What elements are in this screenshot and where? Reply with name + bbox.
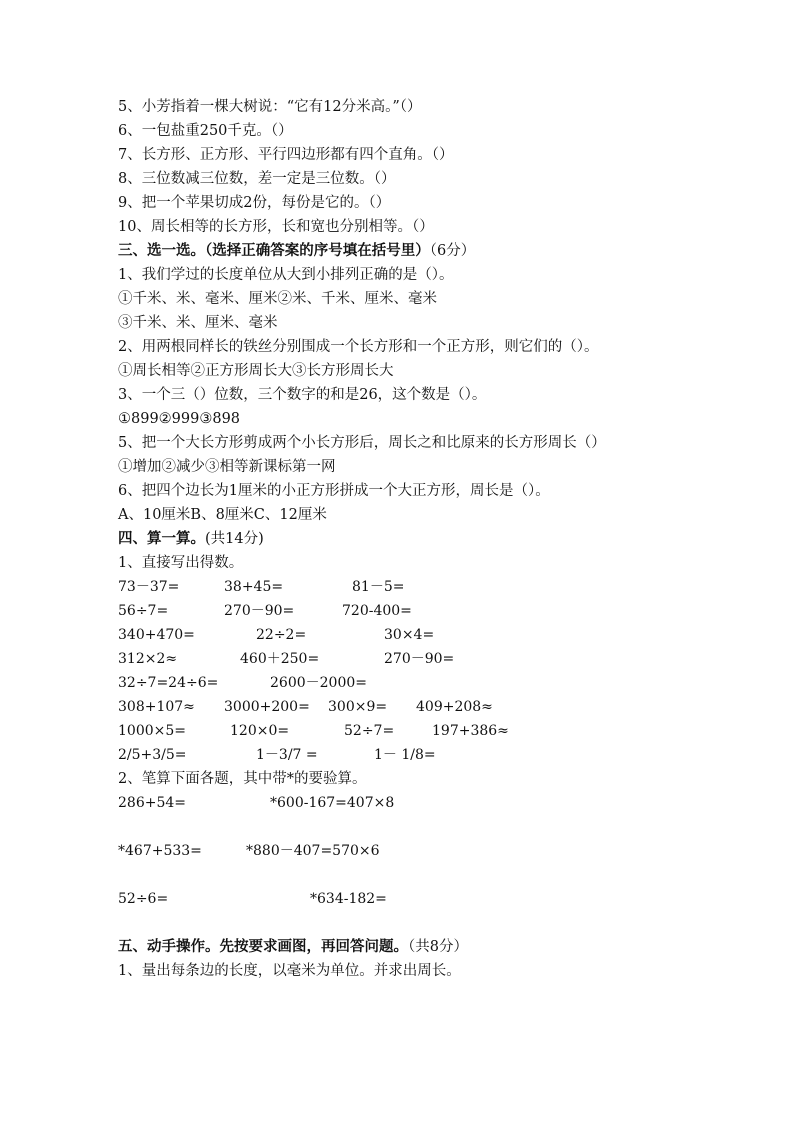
- choice-line: 6、把四个边长为1厘米的小正方形拼成一个大正方形，周长是（）。: [118, 483, 550, 499]
- section-4-score: (共14分): [205, 531, 264, 547]
- calc-item: 81－5=: [352, 579, 405, 595]
- answer-space: [118, 911, 718, 935]
- calc-item: 52÷7=: [344, 723, 395, 739]
- calc-item: 1000×5=: [118, 723, 186, 739]
- section-5-heading: [118, 935, 718, 959]
- written-calc-item: 286+54=: [118, 795, 186, 811]
- choice-line: ①899②999③898: [118, 411, 241, 427]
- written-calc-item: *634-182=: [310, 891, 387, 907]
- calc-row: [118, 647, 718, 671]
- choice-section: [118, 239, 718, 527]
- answer-space: [118, 863, 718, 887]
- choice-line: 5、把一个大长方形剪成两个小长方形后，周长之和比原来的长方形周长（）: [118, 435, 606, 451]
- section-3-score: （6分）: [429, 243, 476, 259]
- calc-row: [118, 599, 718, 623]
- calc-item: 3000+200=: [224, 699, 310, 715]
- section-4-heading: [118, 527, 718, 551]
- written-calc-row: [118, 791, 718, 815]
- answer-space: [118, 815, 718, 839]
- measure-instruction: 1、量出每条边的长度，以毫米为单位。并求出周长。: [118, 963, 461, 979]
- choice-line: ③千米、米、厘米、毫米: [118, 315, 278, 331]
- calc-item: 22÷2=: [256, 627, 307, 643]
- written-calc-row: [118, 839, 718, 863]
- drawing-section: [118, 935, 718, 983]
- calc-item: 73－37=: [118, 579, 180, 595]
- calc-item: 300×9=: [328, 699, 388, 715]
- judge-section: [118, 95, 718, 239]
- calc-item: 1－ 1/8=: [374, 747, 436, 763]
- calc-item: 38+45=: [224, 579, 284, 595]
- calc-item: 720-400=: [342, 603, 412, 619]
- worksheet-page: [118, 95, 718, 983]
- calc-item: 2/5+3/5=: [118, 747, 187, 763]
- choice-line: 2、用两根同样长的铁丝分别围成一个长方形和一个正方形，则它们的（）。: [118, 339, 599, 355]
- choice-line: ①增加②减少③相等新课标第一网: [118, 459, 336, 475]
- section-5-score: （共8分）: [408, 939, 468, 955]
- calc-item: 2600－2000=: [270, 675, 367, 691]
- choice-line: ①周长相等②正方形周长大③长方形周长大: [118, 363, 394, 379]
- section-3-title: 三、选一选。（选择正确答案的序号填在括号里）: [118, 242, 430, 259]
- section-3-heading: [118, 239, 718, 263]
- judge-item-10: 10、周长相等的长方形，长和宽也分别相等。（）: [118, 219, 434, 235]
- choice-line: 3、一个三（）位数，三个数字的和是26，这个数是（）。: [118, 387, 487, 403]
- calc-item: 120×0=: [230, 723, 290, 739]
- calc-item: 460＋250=: [240, 651, 320, 667]
- calc-item: 270－90=: [384, 651, 455, 667]
- section-4-title: 四、算一算。: [118, 530, 205, 547]
- direct-calc-instruction: 1、直接写出得数。: [118, 555, 244, 571]
- choice-line: ①千米、米、毫米、厘米②米、千米、厘米、毫米: [118, 291, 437, 307]
- calc-row: [118, 719, 718, 743]
- calc-item: 56÷7=: [118, 603, 169, 619]
- written-calc-item: 52÷6=: [118, 891, 169, 907]
- calc-item: 409+208≈: [416, 699, 493, 715]
- section-5-title: 五、动手操作。先按要求画图，再回答问题。: [118, 938, 408, 955]
- calc-row: [118, 695, 718, 719]
- written-calc-item: *600-167=407×8: [270, 795, 395, 811]
- calc-item: 270－90=: [224, 603, 295, 619]
- written-calc-item: *880－407=570×6: [246, 843, 380, 859]
- choice-line: A、10厘米B、8厘米C、12厘米: [118, 507, 327, 523]
- calc-row: [118, 743, 718, 767]
- calc-item: 197+386≈: [432, 723, 509, 739]
- calc-item: 340+470=: [118, 627, 195, 643]
- written-calc-item: *467+533=: [118, 843, 202, 859]
- written-calc-instruction: 2、笔算下面各题，其中带*的要验算。: [118, 771, 367, 787]
- judge-item-6: 6、一包盐重250千克。（）: [118, 123, 293, 139]
- calc-row: [118, 671, 718, 695]
- judge-item-8: 8、三位数减三位数，差一定是三位数。（）: [118, 171, 396, 187]
- calc-item: 312×2≈: [118, 651, 178, 667]
- calc-row: [118, 575, 718, 599]
- choice-line: 1、我们学过的长度单位从大到小排列正确的是（）。: [118, 267, 454, 283]
- calc-item: 32÷7=24÷6=: [118, 675, 219, 691]
- calc-item: 30×4=: [384, 627, 435, 643]
- calc-row: [118, 623, 718, 647]
- judge-item-9: 9、把一个苹果切成2份，每份是它的。（）: [118, 195, 391, 211]
- judge-item-5: 5、小芳指着一棵大树说：“它有12分米高。”（）: [118, 99, 422, 115]
- calc-item: 308+107≈: [118, 699, 195, 715]
- calc-item: 1－3/7 =: [256, 747, 318, 763]
- judge-item-7: 7、长方形、正方形、平行四边形都有四个直角。（）: [118, 147, 454, 163]
- calc-section: [118, 527, 718, 935]
- written-calc-row: [118, 887, 718, 911]
